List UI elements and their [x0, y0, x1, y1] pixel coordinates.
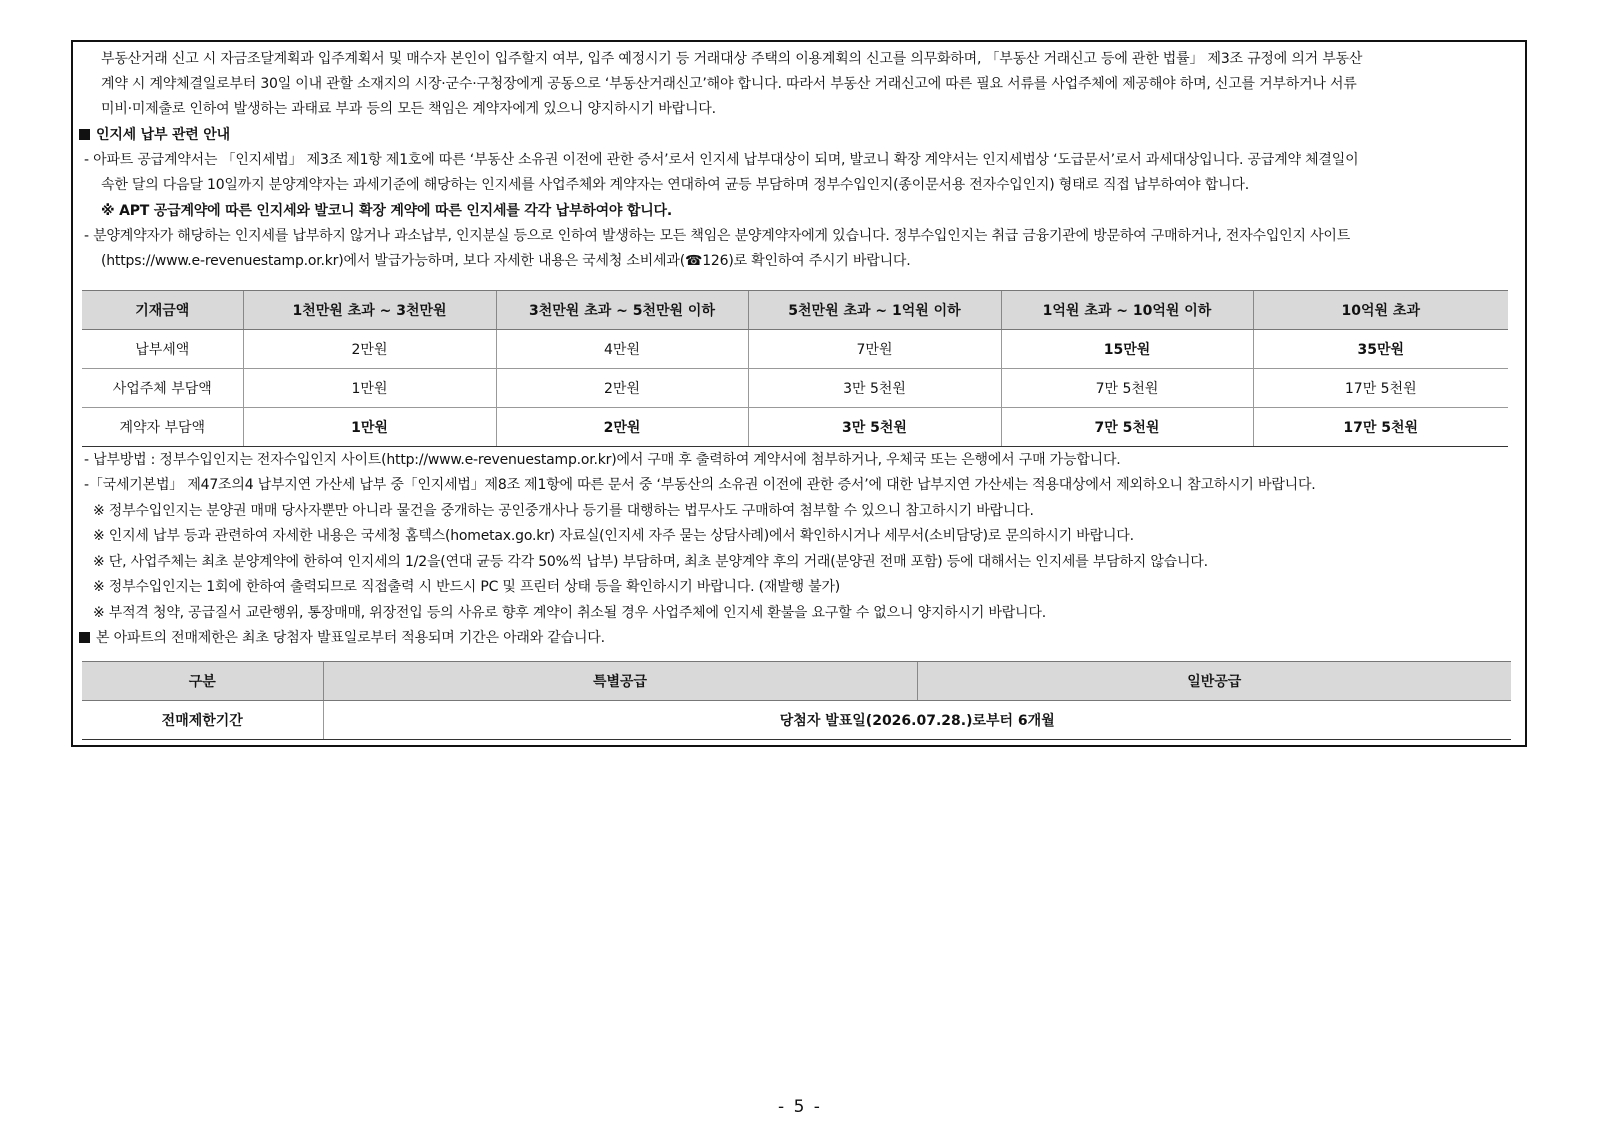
- stamp-para1-line-2: 속한 달의 다음달 10일까지 분양계약자는 과세기준에 해당하는 인지세를 사업주체와 계약자는 연대하여 균등 부담하며 정부수입인지(종이문서용 전자수입인지) 형태로 직접 납부하여야 합니다.: [101, 177, 1249, 193]
- page-number: - 5 -: [778, 1097, 822, 1117]
- stamp-section-heading: [79, 126, 230, 144]
- table-cell: 3만 5천원: [748, 369, 1001, 408]
- stamp-para1-line-1: - 아파트 공급계약서는 「인지세법」 제3조 제1항 제1호에 따른 ‘부동산 소유권 이전에 관한 증서’로서 인지세 납부대상이 되며, 발코니 확장 계약서는 인지세법상 ‘도급문서’로서 과세대상입니다. 공급계약 체결일이: [84, 152, 1359, 168]
- stamp-para2-line-1: - 분양계약자가 해당하는 인지세를 납부하지 않거나 과소납부, 인지분실 등으로 인하여 발생하는 모든 책임은 분양계약자에게 있습니다. 정부수입인지는 취급 금융기관에 방문하여 구매하거나, 전자수입인지 사이트: [84, 228, 1351, 244]
- note-item: ※ 부적격 청약, 공급질서 교란행위, 통장매매, 위장전입 등의 사유로 향후 계약이 취소될 경우 사업주체에 인지세 환불을 요구할 수 없으니 양지하시기 바랍니다.: [93, 605, 1046, 621]
- table-header: 1천만원 초과 ~ 3천만원: [243, 291, 496, 330]
- table-row: [82, 701, 1511, 740]
- resale-section-heading: [79, 629, 605, 647]
- table-cell: 2만원: [496, 369, 748, 408]
- table-cell: 3만 5천원: [748, 408, 1001, 447]
- table-cell: 2만원: [496, 408, 748, 447]
- note-late-fee: -「국세기본법」 제47조의4 납부지연 가산세 납부 중「인지세법」제8조 제1항에 따른 문서 중 ‘부동산의 소유권 이전에 관한 증서’에 대한 납부지연 가산세는 적용대상에서 제외하오니 참고하시기 바랍니다.: [84, 477, 1316, 493]
- table-cell: 7만 5천원: [1001, 408, 1253, 447]
- table-row: [82, 369, 1508, 408]
- note-item: ※ 정부수입인지는 1회에 한하여 출력되므로 직접출력 시 반드시 PC 및 프린터 상태 등을 확인하시기 바랍니다. (재발행 불가): [93, 579, 841, 595]
- stamp-bold-note: ※ APT 공급계약에 따른 인지세와 발코니 확장 계약에 따른 인지세를 각각 납부하여야 합니다.: [101, 203, 673, 219]
- table-header: 일반공급: [917, 662, 1511, 701]
- bullet-square-icon: [79, 632, 90, 643]
- row-label: 납부세액: [82, 330, 243, 369]
- table-cell: 당첨자 발표일(2026.07.28.)로부터 6개월: [323, 701, 1511, 740]
- note-item: ※ 정부수입인지는 분양권 매매 당사자뿐만 아니라 물건을 중개하는 공인중개사나 등기를 대행하는 법무사도 구매하여 첨부할 수 있으니 참고하시기 바랍니다.: [93, 503, 1034, 519]
- table-row: [82, 408, 1508, 447]
- bullet-square-icon: [79, 129, 90, 140]
- intro-line-1: 부동산거래 신고 시 자금조달계획과 입주계획서 및 매수자 본인이 입주할지 여부, 입주 예정시기 등 거래대상 주택의 이용계획의 신고를 의무화하며, 「부동산 거래신고 등에 관한 법률」 제3조 규정에 의거 부동산: [101, 51, 1363, 67]
- row-label: 계약자 부담액: [82, 408, 243, 447]
- table-cell: 7만 5천원: [1001, 369, 1253, 408]
- table-cell: 2만원: [243, 330, 496, 369]
- table-header: 3천만원 초과 ~ 5천만원 이하: [496, 291, 748, 330]
- table-cell: 35만원: [1253, 330, 1508, 369]
- table-cell: 17만 5천원: [1253, 369, 1508, 408]
- table-cell: 7만원: [748, 330, 1001, 369]
- note-item: ※ 단, 사업주체는 최초 분양계약에 한하여 인지세의 1/2을(연대 균등 각각 50%씩 납부) 부담하며, 최초 분양계약 후의 거래(분양권 전매 포함) 등에 대해서는 인지세를 부담하지 않습니다.: [93, 554, 1208, 570]
- note-payment-method: - 납부방법 : 정부수입인지는 전자수입인지 사이트(http://www.e-revenuestamp.or.kr)에서 구매 후 출력하여 계약서에 첨부하거나, 우체국 또는 은행에서 구매 가능합니다.: [84, 452, 1121, 468]
- note-item: ※ 인지세 납부 등과 관련하여 자세한 내용은 국세청 홈텍스(hometax.go.kr) 자료실(인지세 자주 묻는 상담사례)에서 확인하시거나 세무서(소비담당)로 문의하시기 바랍니다.: [93, 528, 1134, 544]
- table-header: 10억원 초과: [1253, 291, 1508, 330]
- table-header: 기재금액: [82, 291, 243, 330]
- table-header: 1억원 초과 ~ 10억원 이하: [1001, 291, 1253, 330]
- table-cell: 1만원: [243, 369, 496, 408]
- row-label: 사업주체 부담액: [82, 369, 243, 408]
- table-header: 특별공급: [323, 662, 917, 701]
- intro-line-2: 계약 시 계약체결일로부터 30일 이내 관할 소재지의 시장·군수·구청장에게 공동으로 ‘부동산거래신고’해야 합니다. 따라서 부동산 거래신고에 따른 필요 서류를 사업주체에 제공해야 하며, 신고를 거부하거나 서류: [101, 76, 1357, 92]
- intro-line-3: 미비·미제출로 인하여 발생하는 과태료 부과 등의 모든 책임은 계약자에게 있으니 양지하시기 바랍니다.: [101, 101, 716, 117]
- table-header-row: [82, 662, 1511, 701]
- row-label: 전매제한기간: [82, 701, 323, 740]
- resale-restriction-table: [82, 661, 1511, 740]
- table-row: [82, 330, 1508, 369]
- table-header: 구분: [82, 662, 323, 701]
- table-header: 5천만원 초과 ~ 1억원 이하: [748, 291, 1001, 330]
- table-header-row: [82, 291, 1508, 330]
- table-cell: 17만 5천원: [1253, 408, 1508, 447]
- table-cell: 4만원: [496, 330, 748, 369]
- stamp-tax-table: [82, 290, 1508, 447]
- stamp-heading-text: 인지세 납부 관련 안내: [96, 127, 230, 143]
- resale-heading-text: 본 아파트의 전매제한은 최초 당첨자 발표일로부터 적용되며 기간은 아래와 같습니다.: [96, 630, 605, 646]
- table-cell: 15만원: [1001, 330, 1253, 369]
- stamp-para2-line-2: (https://www.e-revenuestamp.or.kr)에서 발급가능하며, 보다 자세한 내용은 국세청 소비세과(☎126)로 확인하여 주시기 바랍니다.: [101, 253, 911, 269]
- table-cell: 1만원: [243, 408, 496, 447]
